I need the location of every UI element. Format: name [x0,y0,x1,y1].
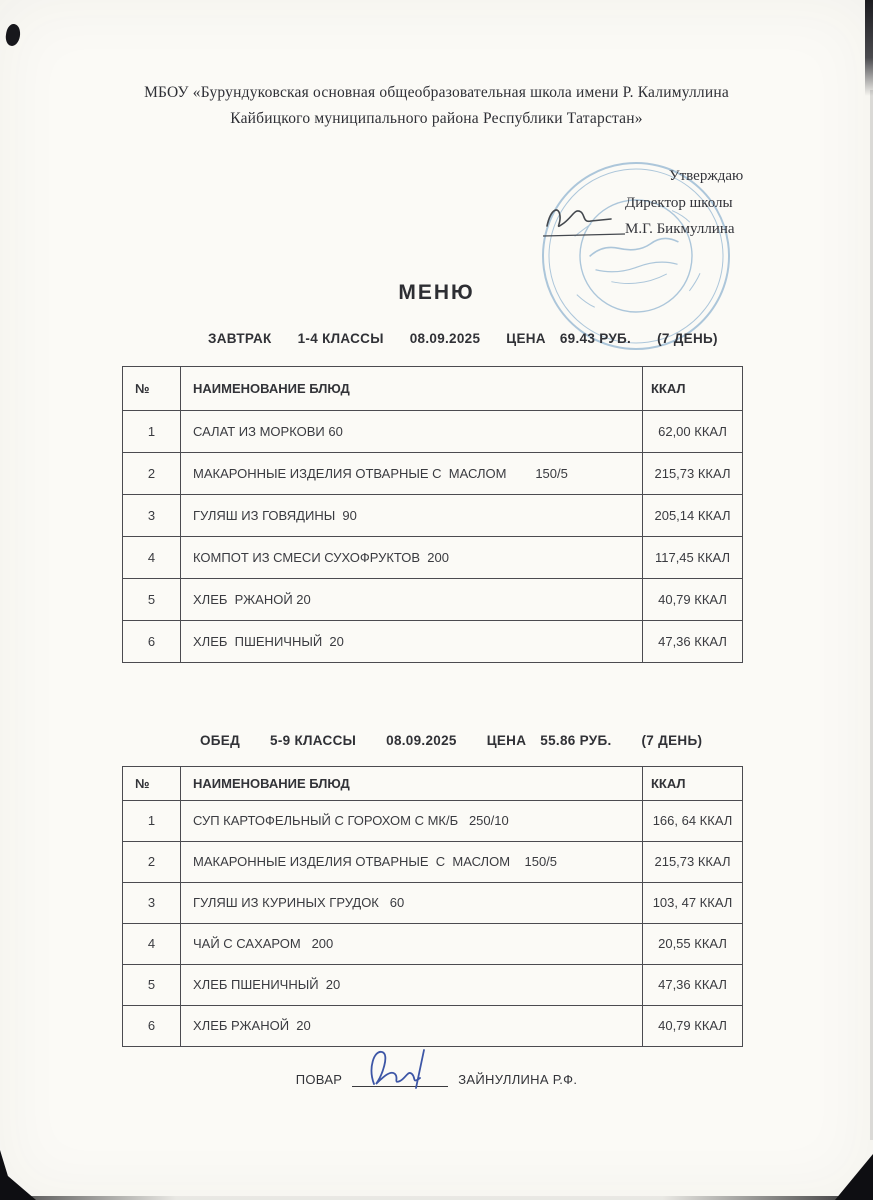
breakfast-price-value: 69.43 РУБ. [559,330,632,346]
col-header-num: № [123,766,181,800]
dish-kcal: 47,36 ККАЛ [643,964,743,1005]
dish-number: 6 [123,1005,181,1046]
cook-line [0,1071,873,1087]
lunch-date: 08.09.2025 [386,732,457,748]
dish-number: 4 [123,536,181,578]
dish-kcal: 40,79 ККАЛ [643,1005,743,1046]
table-row [123,923,743,964]
dish-name: ГУЛЯШ ИЗ КУРИНЫХ ГРУДОК 60 [181,882,643,923]
dish-kcal: 205,14 ККАЛ [643,494,743,536]
table-header-row [123,766,743,800]
dish-name: ХЛЕБ РЖАНОЙ 20 [181,578,643,620]
table-row [123,536,743,578]
dish-kcal: 215,73 ККАЛ [643,841,743,882]
dish-number: 6 [123,620,181,662]
cook-name: ЗАЙНУЛЛИНА Р.Ф. [458,1071,578,1087]
dish-number: 1 [123,410,181,452]
lunch-price [487,733,612,748]
dish-name: САЛАТ ИЗ МОРКОВИ 60 [181,410,643,452]
lunch-day: (7 ДЕНЬ) [641,732,703,748]
breakfast-price [506,331,631,346]
dish-kcal: 166, 64 ККАЛ [643,800,743,841]
col-header-kcal: ККАЛ [643,366,743,410]
table-row [123,578,743,620]
dish-kcal: 47,36 ККАЛ [643,620,743,662]
dish-name: ЧАЙ С САХАРОМ 200 [181,923,643,964]
dish-number: 2 [123,841,181,882]
dish-name: МАКАРОННЫЕ ИЗДЕЛИЯ ОТВАРНЫЕ С МАСЛОМ 150/5 [181,841,643,882]
dish-number: 3 [123,882,181,923]
dish-number: 2 [123,452,181,494]
lunch-price-value: 55.86 РУБ. [540,732,612,748]
dish-name: ХЛЕБ ПШЕНИЧНЫЙ 20 [181,964,643,1005]
lunch-heading [200,733,873,748]
dish-number: 5 [123,578,181,620]
table-row [123,800,743,841]
col-header-num: № [123,366,181,410]
dish-number: 1 [123,800,181,841]
dish-kcal: 215,73 ККАЛ [643,452,743,494]
col-header-kcal: ККАЛ [643,766,743,800]
approval-block [625,168,795,238]
director-name: М.Г. Бикмуллина [625,221,735,237]
scan-artifact-top-left [4,23,22,47]
dish-kcal: 103, 47 ККАЛ [643,882,743,923]
dish-kcal: 117,45 ККАЛ [643,536,743,578]
director-label: Директор школы [625,195,733,211]
scan-artifact-bottom-left [0,1150,36,1200]
lunch-meal-label: ОБЕД [200,732,241,748]
dish-name: ГУЛЯШ ИЗ ГОВЯДИНЫ 90 [181,494,643,536]
table-row [123,841,743,882]
table-header-row [123,366,743,410]
dish-name: МАКАРОННЫЕ ИЗДЕЛИЯ ОТВАРНЫЕ С МАСЛОМ 150/5 [181,452,643,494]
cook-signature-line [352,1071,448,1087]
school-name-line1: МБОУ «Бурундуковская основная общеобразовательная школа имени Р. Калимуллина [144,84,729,101]
dish-number: 3 [123,494,181,536]
breakfast-date: 08.09.2025 [409,330,481,346]
dish-name: СУП КАРТОФЕЛЬНЫЙ С ГОРОХОМ С МК/Б 250/10 [181,800,643,841]
scan-artifact-bottom-edge [30,1196,841,1200]
breakfast-table [122,366,743,663]
dish-number: 4 [123,923,181,964]
col-header-name: НАИМЕНОВАНИЕ БЛЮД [181,366,643,410]
table-row [123,410,743,452]
scan-artifact-top-right [865,0,873,96]
table-row [123,882,743,923]
director-signature [541,198,629,244]
table-row [123,620,743,662]
dish-number: 5 [123,964,181,1005]
breakfast-meal-label: ЗАВТРАК [208,330,272,346]
dish-name: ХЛЕБ ПШЕНИЧНЫЙ 20 [181,620,643,662]
breakfast-heading [208,331,873,346]
dish-kcal: 62,00 ККАЛ [643,410,743,452]
breakfast-price-label: ЦЕНА [506,330,546,346]
dish-name: КОМПОТ ИЗ СМЕСИ СУХОФРУКТОВ 200 [181,536,643,578]
table-row [123,452,743,494]
dish-name: ХЛЕБ РЖАНОЙ 20 [181,1005,643,1046]
breakfast-classes: 1-4 КЛАССЫ [297,330,384,346]
table-row [123,1005,743,1046]
dish-kcal: 40,79 ККАЛ [643,578,743,620]
approve-label: Утверждаю [669,168,744,184]
school-name-line2: Кайбицкого муниципального района Республики Татарстан» [230,110,643,128]
lunch-table [122,766,743,1047]
cook-signature [364,1042,434,1094]
menu-title: МЕНЮ [398,280,475,304]
breakfast-day: (7 ДЕНЬ) [657,330,718,346]
cook-label: ПОВАР [295,1071,343,1087]
table-row [123,964,743,1005]
table-row [123,494,743,536]
lunch-price-label: ЦЕНА [486,732,527,748]
dish-kcal: 20,55 ККАЛ [643,923,743,964]
scan-artifact-bottom-right [835,1154,873,1200]
school-name [97,80,777,133]
lunch-classes: 5-9 КЛАССЫ [270,732,357,748]
col-header-name: НАИМЕНОВАНИЕ БЛЮД [181,766,643,800]
